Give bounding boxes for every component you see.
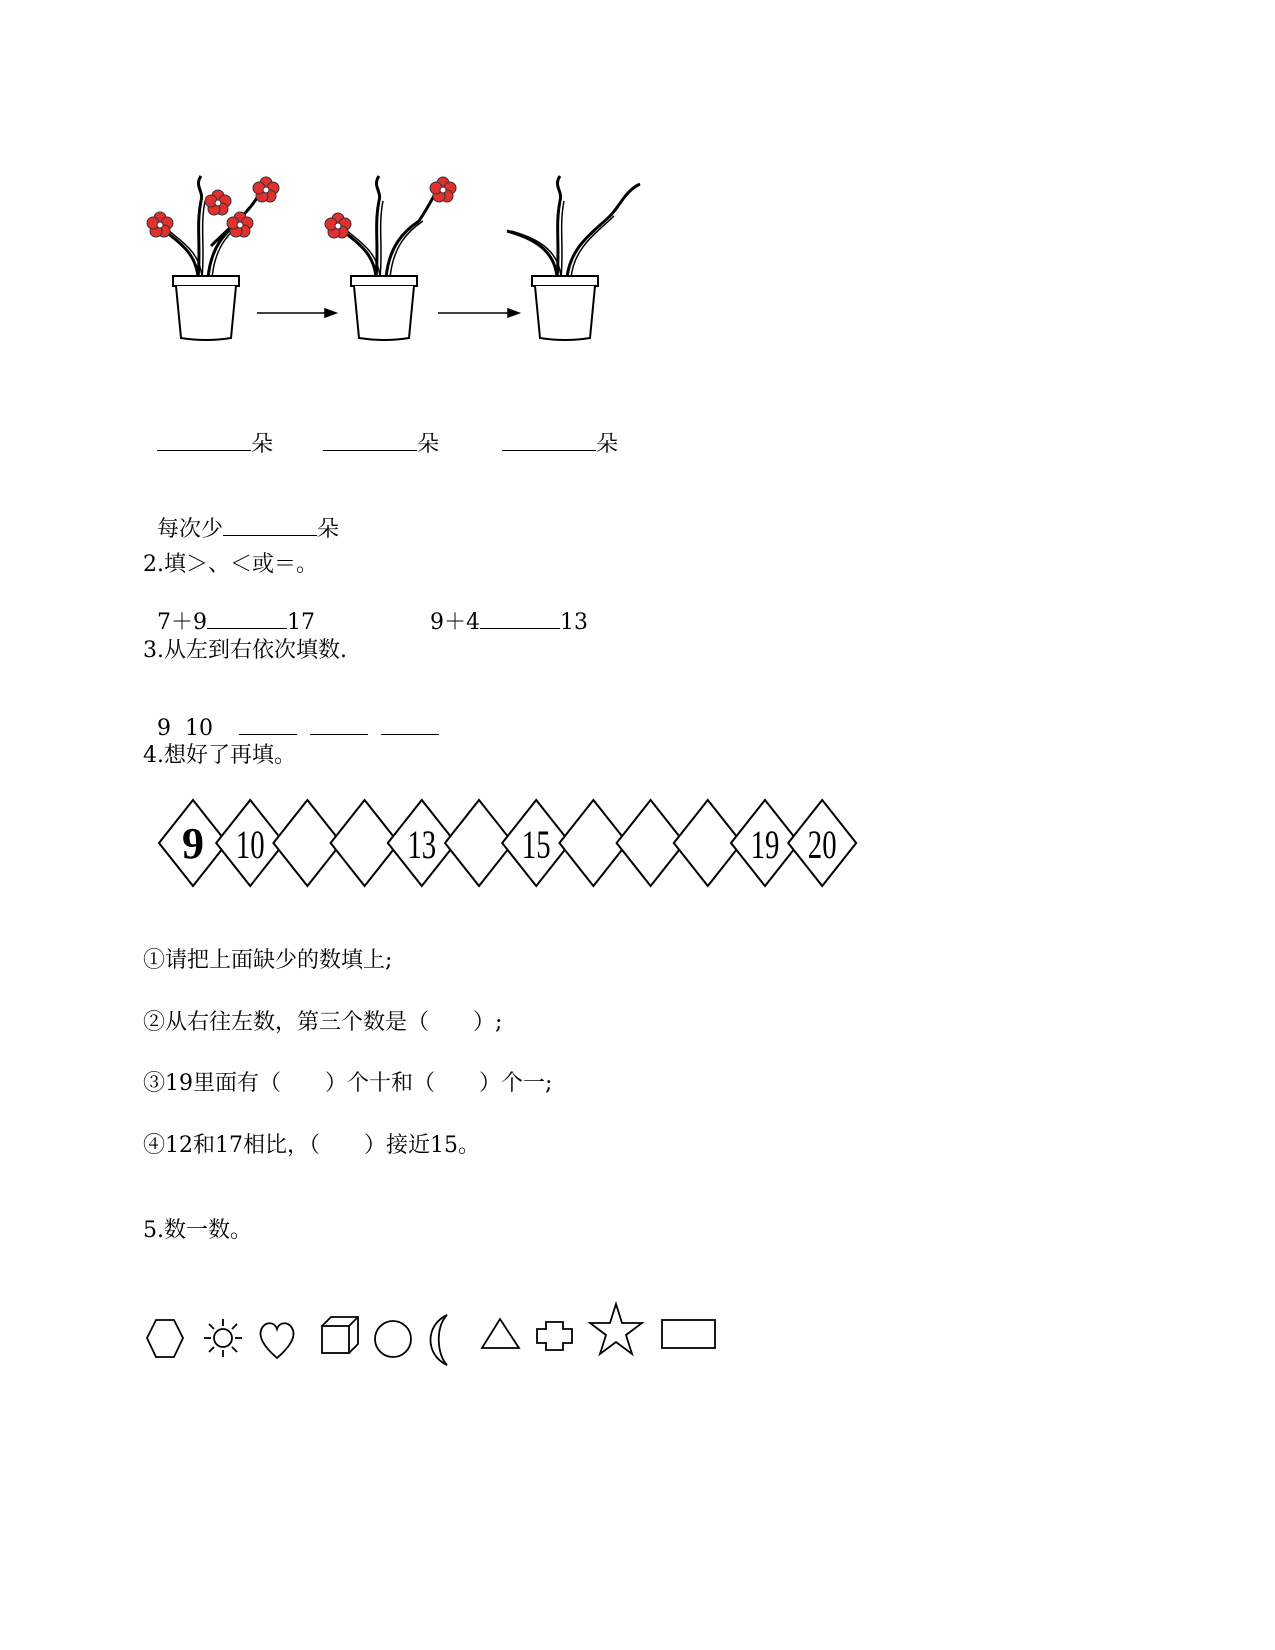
heart-icon <box>261 1323 294 1358</box>
cross-icon <box>537 1322 572 1350</box>
answer-blank[interactable] <box>207 610 287 629</box>
answer-blank[interactable] <box>157 432 251 451</box>
shapes-row <box>0 1295 1275 1375</box>
answer-blank[interactable] <box>502 432 596 451</box>
hexagon-icon <box>147 1320 183 1357</box>
diamond-number: 20 <box>807 822 837 868</box>
arrow-icon <box>257 309 336 317</box>
pot-3 <box>507 176 640 340</box>
q2-left-comparison: 7＋9 17 <box>157 610 315 635</box>
pot-2 <box>339 176 439 340</box>
number-diamond-row <box>0 790 1275 900</box>
diamond-number: 15 <box>521 822 551 868</box>
q1-count-1: 朵 <box>143 406 273 458</box>
diamond-number: 9 <box>182 819 204 868</box>
number-diamond <box>788 800 856 886</box>
answer-blank[interactable] <box>480 610 560 629</box>
q4-item-2: ②从右往左数，第三个数是（ ）; <box>143 1010 503 1035</box>
circle-icon <box>375 1321 411 1357</box>
star-icon <box>590 1304 642 1354</box>
answer-blank[interactable] <box>239 716 297 735</box>
crescent-icon <box>431 1315 448 1365</box>
q3-title: 3.从左到右依次填数. <box>143 638 347 663</box>
q1-per-step: 每次少 朵 <box>157 517 340 542</box>
flower-pots-illustration <box>0 0 1275 400</box>
q2-right-comparison: 9＋4 13 <box>430 610 588 635</box>
triangle-icon <box>482 1319 519 1348</box>
cube-icon <box>322 1317 358 1353</box>
answer-blank[interactable] <box>381 716 439 735</box>
diamond-number: 19 <box>750 822 780 868</box>
q4-item-1: ①请把上面缺少的数填上; <box>143 948 393 973</box>
diamond-number: 10 <box>235 822 265 868</box>
sun-icon <box>204 1319 242 1357</box>
q4-item-3: ③19里面有（ ）个十和（ ）个一; <box>143 1071 553 1096</box>
answer-blank[interactable] <box>223 517 317 536</box>
q3-sequence: 9 10 <box>143 690 439 742</box>
q4-item-4: ④12和17相比，（ ）接近15。 <box>143 1133 480 1158</box>
q4-title: 4.想好了再填。 <box>143 743 296 768</box>
q1-count-3: 朵 <box>488 406 618 458</box>
answer-blank[interactable] <box>310 716 368 735</box>
diamond-number: 13 <box>407 822 437 868</box>
q5-title: 5.数一数。 <box>143 1218 252 1243</box>
arrow-icon <box>438 309 519 317</box>
rectangle-icon <box>662 1320 715 1348</box>
q2-title: 2.填＞、＜或＝。 <box>143 552 318 577</box>
answer-blank[interactable] <box>323 432 417 451</box>
q1-count-2: 朵 <box>309 406 439 458</box>
